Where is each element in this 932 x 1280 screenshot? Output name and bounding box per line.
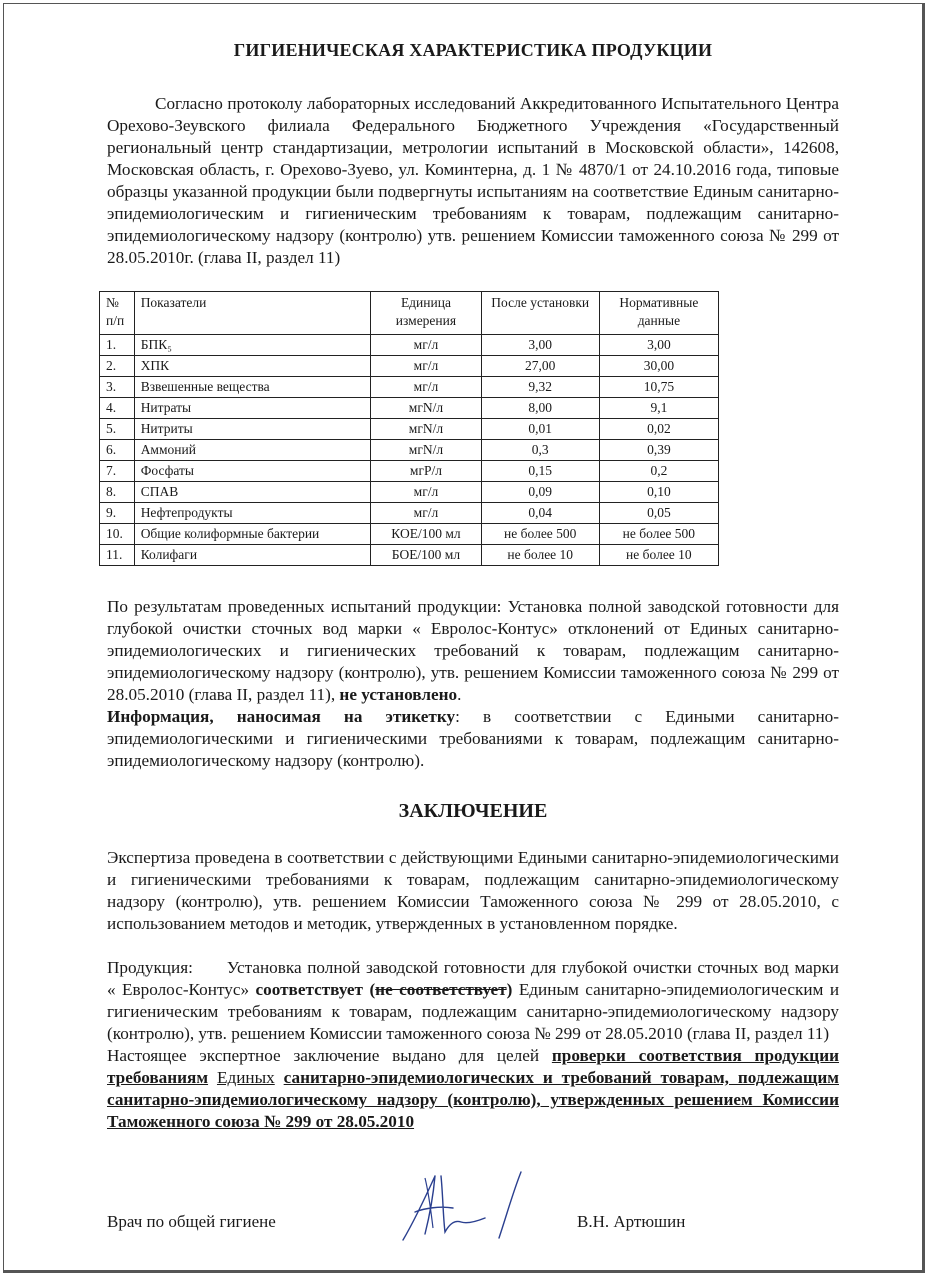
row-norm: 0,05 bbox=[599, 503, 718, 524]
label-text: : в соответствии с Едиными санитарно-эпидемиологическими и гигиеническими требованиями к товарам, подлежащим санитарно-эпидемиологическому надзору (контролю). bbox=[107, 707, 839, 770]
product-paragraph: Продукция: Установка полной заводской готовности для глубокой очистки сточных вод марки « Евролос-Контус» соответствует (не соответствует) Единым санитарно-эпидемиологическим и гигиеническим требованиям к товарам, подлежащим санитарно-эпидемиологическому надзору (контролю), утв. решением Комиссии таможенного союза № 299 от 28.05.2010 (глава II, раздел 11) bbox=[107, 958, 840, 1043]
row-norm: 0,39 bbox=[599, 440, 718, 461]
table-row bbox=[100, 356, 719, 377]
row-unit: мг/л bbox=[371, 482, 482, 503]
purpose-underlined-1: проверки соответствия продукции требованиям bbox=[107, 1046, 840, 1087]
row-unit: мгN/л bbox=[371, 398, 482, 419]
results-verdict: не установлено bbox=[339, 685, 458, 704]
header-unit: Единица измерения bbox=[371, 292, 482, 335]
row-norm: 10,75 bbox=[599, 377, 718, 398]
product-text: Установка полной заводской готовности для глубокой очистки сточных вод марки « Евролос-Контус» bbox=[107, 958, 839, 999]
intro-paragraph: Согласно протоколу лабораторных исследований Аккредитованного Испытательного Центра Орехово-Зеувского филиала Федерального Бюджетного Учреждения «Государственный региональный центр стандартизации, метрологии испытаний в Московской области», 142608, Московская область, г. Орехово-Зуево, ул. Коминтерна, д. 1 № 4870/1 от 24.10.2016 года, типовые образцы указанной продукции были подвергнуты испытаниям на соответствие Единым санитарно-эпидемиологическим и гигиеническим требованиям к товарам, подлежащим санитарно-эпидемиологическому надзору (контролю) утв. решением Комиссии таможенного союза № 299 от 28.05.2010г. (глава II, раздел 11) bbox=[107, 94, 839, 267]
row-after: 0,15 bbox=[481, 461, 599, 482]
row-num: 6. bbox=[100, 440, 135, 461]
row-indicator: Фосфаты bbox=[134, 461, 370, 482]
signer-name: В.Н. Артюшин bbox=[577, 1212, 686, 1231]
not-complies-word: не соответствует bbox=[375, 980, 507, 999]
table-body bbox=[100, 335, 719, 566]
row-after: 8,00 bbox=[481, 398, 599, 419]
row-indicator: СПАВ bbox=[134, 482, 370, 503]
product-text-2: Единым санитарно-эпидемиологическим и гигиеническим требованиям к товарам, подлежащим санитарно-эпидемиологическому надзору (контролю), утв. решением Комиссии таможенного союза № 299 от 28.05.2010 (глава II, раздел 11) bbox=[107, 980, 840, 1043]
conclusion-title: ЗАКЛЮЧЕНИЕ bbox=[398, 800, 548, 822]
complies-word: соответствует bbox=[255, 980, 363, 999]
row-after: 9,32 bbox=[481, 377, 599, 398]
row-after: 3,00 bbox=[481, 335, 599, 356]
document-page bbox=[107, 40, 839, 1133]
label-paragraph bbox=[107, 706, 839, 772]
row-norm: не более 500 bbox=[599, 524, 718, 545]
document-title: ГИГИЕНИЧЕСКАЯ ХАРАКТЕРИСТИКА ПРОДУКЦИИ bbox=[233, 40, 713, 60]
row-after: 27,00 bbox=[481, 356, 599, 377]
purpose-paragraph bbox=[107, 1045, 839, 1133]
row-after: 0,09 bbox=[481, 482, 599, 503]
product-label: Продукция: bbox=[107, 958, 193, 977]
header-norm: Нормативные данные bbox=[599, 292, 718, 335]
expertise-paragraph: Экспертиза проведена в соответствии с действующими Едиными санитарно-эпидемиологическими и гигиеническими требованиями к товарам, подлежащим санитарно-эпидемиологическому надзору (контролю), утв. решением Комиссии Таможенного союза № 299 от 28.05.2010, с использованием методов и методик, утвержденных в установленном порядке. bbox=[107, 848, 839, 933]
row-unit: мг/л bbox=[371, 335, 482, 356]
table-row bbox=[100, 419, 719, 440]
purpose-lead: Настоящее экспертное заключение выдано для целей bbox=[107, 1046, 540, 1065]
row-indicator: Нефтепродукты bbox=[134, 503, 370, 524]
row-num: 3. bbox=[100, 377, 135, 398]
row-after: 0,04 bbox=[481, 503, 599, 524]
label-title: Информация, наносимая на этикетку bbox=[107, 707, 456, 726]
header-num: № п/п bbox=[100, 292, 135, 335]
row-norm: 3,00 bbox=[599, 335, 718, 356]
row-indicator: Нитриты bbox=[134, 419, 370, 440]
row-indicator: ХПК bbox=[134, 356, 370, 377]
row-num: 4. bbox=[100, 398, 135, 419]
table-row bbox=[100, 503, 719, 524]
row-indicator: Нитраты bbox=[134, 398, 370, 419]
row-num: 1. bbox=[100, 335, 135, 356]
row-norm: не более 10 bbox=[599, 545, 718, 566]
row-norm: 0,2 bbox=[599, 461, 718, 482]
table-row bbox=[100, 335, 719, 356]
row-indicator: Взвешенные вещества bbox=[134, 377, 370, 398]
table-row bbox=[100, 440, 719, 461]
table-header-row bbox=[100, 292, 719, 335]
row-num: 5. bbox=[100, 419, 135, 440]
purpose-underlined-2: санитарно-эпидемиологических и требований товарам, подлежащим санитарно-эпидемиологическому надзору (контролю), утвержденных решением Комиссии Таможенного союза № 299 от 28.05.2010 bbox=[107, 1068, 839, 1131]
row-num: 2. bbox=[100, 356, 135, 377]
row-unit: мг/л bbox=[371, 503, 482, 524]
row-indicator: БПК₅ bbox=[134, 335, 370, 356]
handwritten-signature bbox=[395, 1168, 535, 1248]
row-norm: 0,02 bbox=[599, 419, 718, 440]
signer-position: Врач по общей гигиене bbox=[107, 1212, 276, 1231]
table-row bbox=[100, 377, 719, 398]
row-unit: мг/л bbox=[371, 377, 482, 398]
row-unit: БОЕ/100 мл bbox=[371, 545, 482, 566]
header-indicator: Показатели bbox=[134, 292, 370, 335]
row-norm: 0,10 bbox=[599, 482, 718, 503]
row-indicator: Аммоний bbox=[134, 440, 370, 461]
row-norm: 9,1 bbox=[599, 398, 718, 419]
table-row bbox=[100, 482, 719, 503]
row-num: 10. bbox=[100, 524, 135, 545]
results-paragraph: По результатам проведенных испытаний продукции: Установка полной заводской готовности для глубокой очистки сточных вод марки « Евролос-Контус» отклонений от Единых санитарно-эпидемиологических и гигиенических требований к товарам, подлежащим санитарно-эпидемиологическому надзору (контролю), утв. решением Комиссии таможенного союза № 299 от 28.05.2010 (глава II, раздел 11), не установлено. bbox=[107, 597, 839, 704]
header-after: После установки bbox=[481, 292, 599, 335]
row-after: не более 10 bbox=[481, 545, 599, 566]
results-text: По результатам проведенных испытаний продукции: Установка полной заводской готовности для глубокой очистки сточных вод марки « Евролос-Контус» отклонений от Единых санитарно-эпидемиологических и гигиенических требований к товарам, подлежащим санитарно-эпидемиологическому надзору (контролю), утв. решением Комиссии таможенного союза № 299 от 28.05.2010 (глава II, раздел 11), bbox=[107, 597, 839, 704]
row-indicator: Общие колиформные бактерии bbox=[134, 524, 370, 545]
row-unit: мгN/л bbox=[371, 419, 482, 440]
row-unit: мгN/л bbox=[371, 440, 482, 461]
row-num: 11. bbox=[100, 545, 135, 566]
row-indicator: Колифаги bbox=[134, 545, 370, 566]
row-num: 7. bbox=[100, 461, 135, 482]
table-row bbox=[100, 545, 719, 566]
row-norm: 30,00 bbox=[599, 356, 718, 377]
table-row bbox=[100, 461, 719, 482]
row-unit: КОЕ/100 мл bbox=[371, 524, 482, 545]
row-num: 8. bbox=[100, 482, 135, 503]
purpose-mid: Единых bbox=[216, 1068, 275, 1087]
table-row bbox=[100, 398, 719, 419]
row-unit: мгР/л bbox=[371, 461, 482, 482]
row-after: 0,01 bbox=[481, 419, 599, 440]
row-after: 0,3 bbox=[481, 440, 599, 461]
table-row bbox=[100, 524, 719, 545]
row-after: не более 500 bbox=[481, 524, 599, 545]
row-num: 9. bbox=[100, 503, 135, 524]
results-table bbox=[99, 291, 719, 566]
row-unit: мг/л bbox=[371, 356, 482, 377]
